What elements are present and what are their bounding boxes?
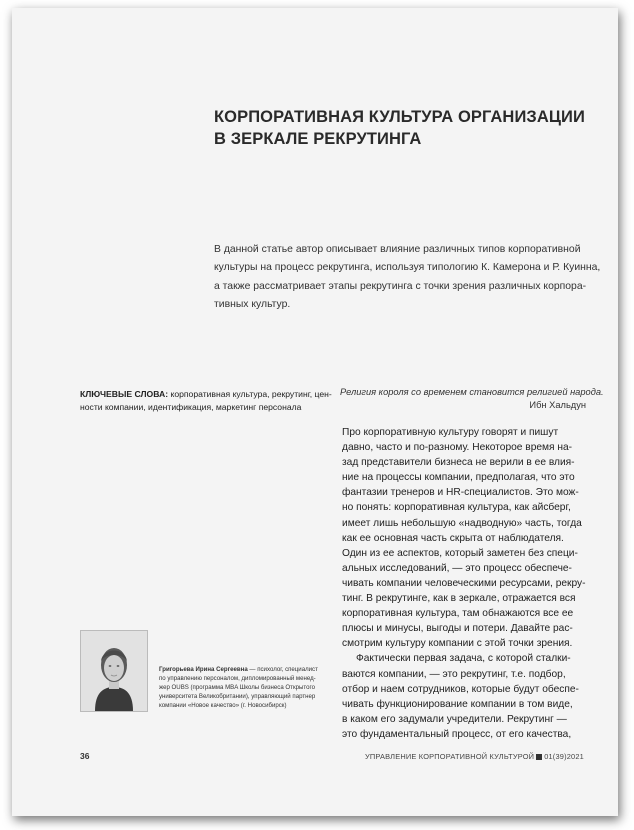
article-title xyxy=(214,106,594,150)
body-line: отбор и наем сотрудников, которые будут обеспе- xyxy=(342,683,579,695)
body-line: корпоративная культура, там обнажаются все ее xyxy=(342,608,574,620)
abstract-line: В данной статье автор описывает влияние различных типов корпоративной xyxy=(214,244,581,255)
author-bio-text: — психолог, специалист xyxy=(247,666,318,673)
body-line: ваются компании, — это рекрутинг, т.е. подбор, xyxy=(342,668,566,680)
epigraph-quote: Религия короля со временем становится религией народа. xyxy=(340,387,604,397)
author-bio-line: университета Великобритании), управляющий партнер xyxy=(159,693,316,701)
author-bio xyxy=(159,665,339,710)
page-number: 36 xyxy=(80,751,90,761)
body-line: Про корпоративную культуру говорят и пишут xyxy=(342,427,559,438)
epigraph-author: Ибн Хальдун xyxy=(529,400,586,410)
body-line: плюсы и минусы, выгоды и потери. Давайте рас- xyxy=(342,623,573,635)
keywords-text: ности компании, идентификация, маркетинг персонала xyxy=(80,401,302,412)
body-line: в каком его задумали учредители. Рекрутинг — xyxy=(342,713,567,725)
body-line: смотрим культуру компании с этой точки зрения. xyxy=(342,638,573,650)
body-line: имеет лишь небольшую «надводную» часть, тогда xyxy=(342,517,582,529)
body-line: Фактически первая задача, с которой сталки- xyxy=(356,653,571,665)
keywords xyxy=(80,388,332,413)
issue-number: 01(39)2021 xyxy=(544,752,584,761)
epigraph xyxy=(340,386,604,412)
body-line: альных исследований, — это процесс обеспече- xyxy=(342,562,572,574)
body-line: зад представители бизнеса не верили в ее влия- xyxy=(342,457,575,469)
body-line: тинг. В рекрутинге, как в зеркале, отражается вся xyxy=(342,593,576,605)
running-footer xyxy=(365,752,584,761)
article-abstract xyxy=(214,241,601,314)
body-line: чивать компании человеческими ресурсами, рекру- xyxy=(342,577,586,589)
author-bio-line: жер OUBS (программа MBA Школы бизнеса Открытого xyxy=(159,684,315,692)
author-portrait-image xyxy=(81,631,147,711)
magazine-page xyxy=(12,8,618,816)
body-line: как ее основная часть скрыта от наблюдателя. xyxy=(342,532,564,544)
body-line: давно, часто и по-разному. Некоторое время на- xyxy=(342,442,573,454)
author-bio-line: по управлению персоналом, дипломированный менед- xyxy=(159,675,316,683)
journal-name: УПРАВЛЕНИЕ КОРПОРАТИВНОЙ КУЛЬТУРОЙ xyxy=(364,752,535,761)
author-bio-line: компании «Новое качество» (г. Новосибирск) xyxy=(159,702,287,710)
article-body xyxy=(342,425,604,742)
square-separator-icon xyxy=(536,754,542,760)
abstract-line: а также рассматривает этапы рекрутинга с точки зрения различных корпора- xyxy=(214,280,587,292)
body-line: чивать функционирование компании в том виде, xyxy=(342,698,573,710)
title-line: КОРПОРАТИВНАЯ КУЛЬТУРА ОРГАНИЗАЦИИ xyxy=(214,108,585,126)
body-line: ние на процессы компании, предполагая, что это xyxy=(342,472,575,484)
body-line: фантазии тренеров и HR-специалистов. Это мож- xyxy=(342,487,579,499)
body-line: Один из ее аспектов, который заметен без специ- xyxy=(342,547,578,559)
body-line: но понять: корпоративная культура, как айсберг, xyxy=(342,502,571,514)
author-photo xyxy=(80,630,148,712)
abstract-line: тивных культур. xyxy=(214,298,291,310)
keywords-text: корпоративная культура, рекрутинг, цен- xyxy=(168,389,332,399)
abstract-line: культуры на процесс рекрутинга, используя типологию К. Камерона и Р. Куинна, xyxy=(214,262,601,274)
author-name: Григорьева Ирина Сергеевна xyxy=(159,666,248,673)
keywords-label: КЛЮЧЕВЫЕ СЛОВА: xyxy=(80,389,169,399)
body-line: это фундаментальный процесс, от его качества, xyxy=(342,728,572,740)
title-line: В ЗЕРКАЛЕ РЕКРУТИНГА xyxy=(214,130,422,148)
